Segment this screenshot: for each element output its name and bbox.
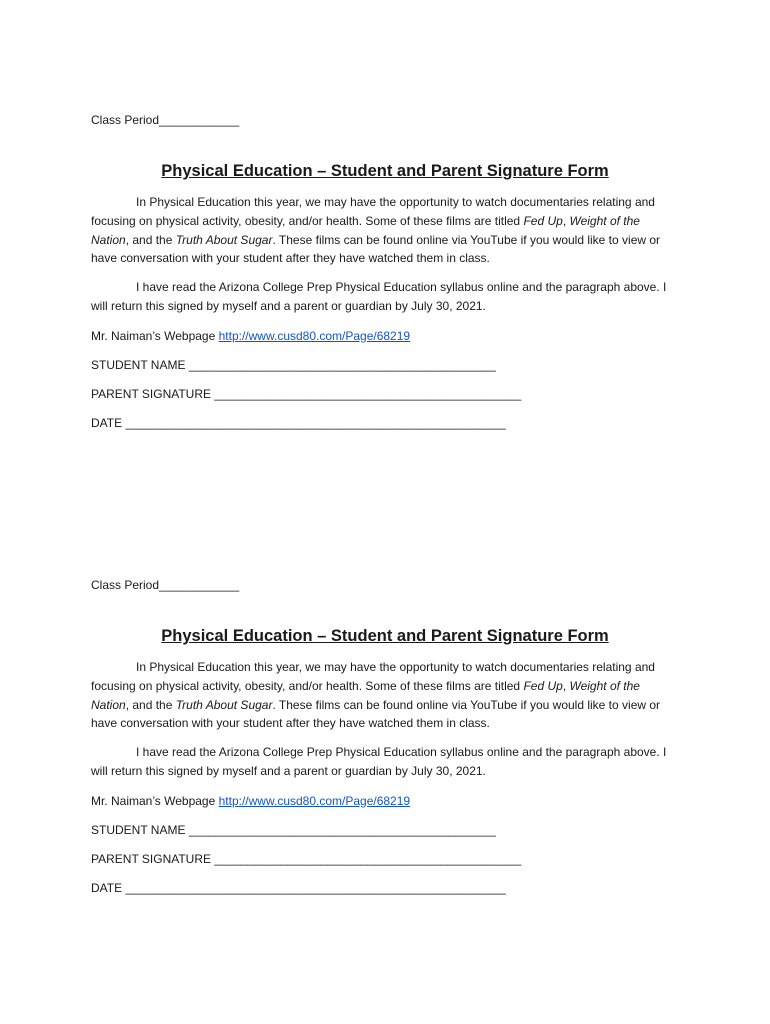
date-field: DATE _________________________________________________________: [91, 880, 506, 895]
form-title: Physical Education – Student and Parent Signature Form: [161, 162, 609, 180]
webpage-link[interactable]: http://www.cusd80.com/Page/68219: [218, 793, 411, 808]
film-title: Weight of the Nation: [91, 213, 640, 247]
paragraph-text: In Physical Education this year, we may have the opportunity to watch documentaries relating and focusing on physical activity, obesity, and/or health. Some of these films are titled: [91, 660, 655, 693]
class-period-field: Class Period____________: [91, 578, 240, 592]
paragraph-text: , and the: [125, 697, 176, 712]
signature-form-1: [91, 112, 681, 433]
webpage-label: Mr. Naiman’s Webpage: [91, 793, 219, 808]
syllabus-acknowledgement-paragraph: I have read the Arizona College Prep Physical Education syllabus online and the paragraph above. I will return this signed by myself and a parent or guardian by July 30, 2021.: [91, 745, 667, 778]
film-title: Fed Up: [523, 213, 563, 228]
parent-signature-field: PARENT SIGNATURE ______________________________________________: [91, 851, 522, 866]
student-name-field: STUDENT NAME ______________________________________________: [91, 357, 496, 372]
webpage-line: [91, 792, 681, 811]
date-field: DATE _________________________________________________________: [91, 415, 506, 430]
paragraph-text: . These films can be found online via YouTube if you would like to view or have conversation with your student after they have watched them in class.: [91, 232, 661, 266]
student-name-field: STUDENT NAME ______________________________________________: [91, 822, 496, 837]
paragraph-text: In Physical Education this year, we may have the opportunity to watch documentaries relating and focusing on physical activity, obesity, and/or health. Some of these films are titled: [91, 195, 655, 228]
webpage-line: [91, 327, 681, 346]
parent-signature-field: PARENT SIGNATURE ______________________________________________: [91, 386, 522, 401]
form-title: Physical Education – Student and Parent Signature Form: [161, 627, 609, 645]
paragraph-text: ,: [562, 213, 570, 228]
film-title: Weight of the Nation: [91, 678, 640, 712]
webpage-link[interactable]: http://www.cusd80.com/Page/68219: [218, 328, 411, 343]
class-period-field: Class Period____________: [91, 113, 240, 127]
film-title: Fed Up: [523, 678, 563, 693]
paragraph-text: ,: [562, 678, 570, 693]
documentaries-paragraph: [91, 658, 681, 733]
film-title: Truth About Sugar: [175, 232, 273, 247]
paragraph-text: , and the: [125, 232, 176, 247]
film-title: Truth About Sugar: [175, 697, 273, 712]
webpage-label: Mr. Naiman’s Webpage: [91, 328, 219, 343]
paragraph-text: . These films can be found online via YouTube if you would like to view or have conversation with your student after they have watched them in class.: [91, 697, 661, 731]
documentaries-paragraph: [91, 193, 681, 268]
signature-form-2: [91, 577, 681, 898]
syllabus-acknowledgement-paragraph: I have read the Arizona College Prep Physical Education syllabus online and the paragraph above. I will return this signed by myself and a parent or guardian by July 30, 2021.: [91, 280, 667, 313]
